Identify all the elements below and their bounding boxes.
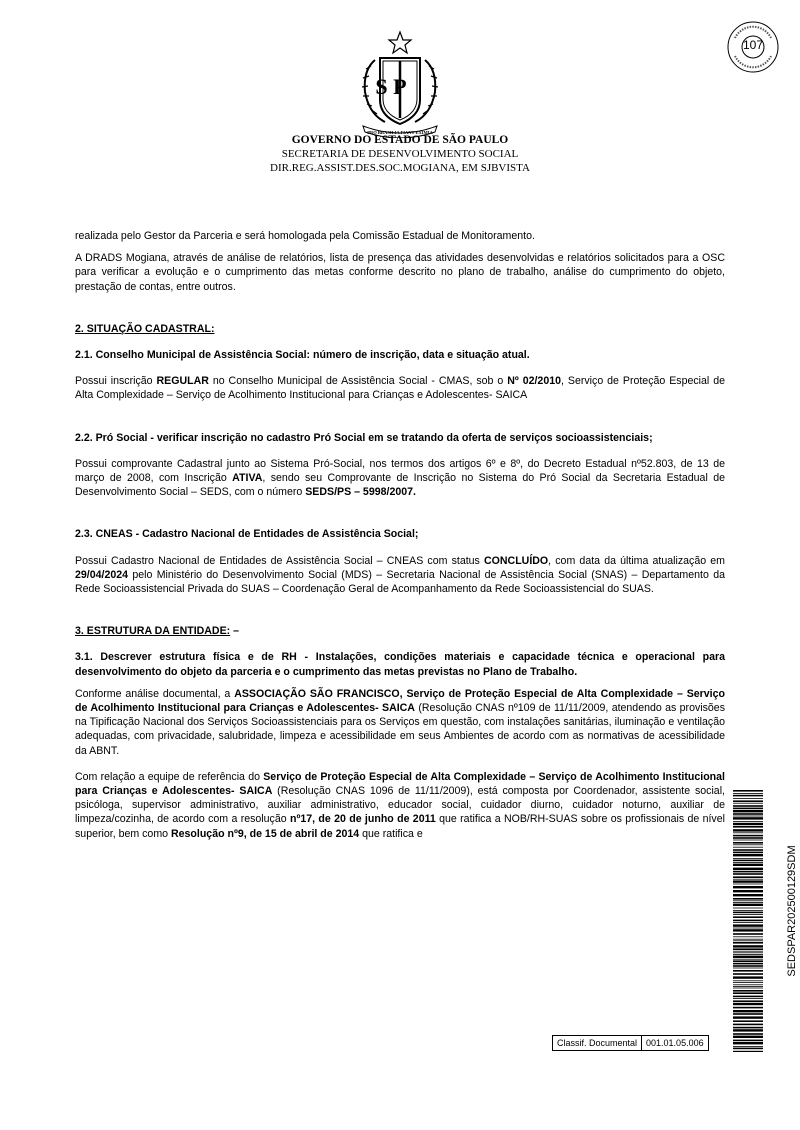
barcode-bar [733,1010,763,1012]
barcode-bar [733,939,763,940]
barcode-bar [733,832,763,833]
barcode-bar [733,847,763,848]
section-2-3-title: 2.3. CNEAS - Cadastro Nacional de Entidades de Assistência Social; [75,528,419,541]
barcode-bar [733,1042,763,1044]
header-secretariat: SECRETARIA DE DESENVOLVIMENTO SOCIAL [281,148,519,160]
barcode-bar [733,868,763,870]
barcode-bar [733,873,763,875]
barcode-bar [733,982,763,983]
barcode-bar [733,914,763,915]
barcode-bar [733,858,763,859]
section-3-1-team-text: Com relação a equipe de referência do Serviço de Proteção Especial de Alta Complexidade – Serviço de Acolhimento Institucional para Crianças e Adolescentes- SAICA (Resolução CNAS 1096 de 11/11/2009), está composta por Coordenador, assistente social, psicóloga, supervisor administrativo, auxiliar administrativo, educador social, cuidador diurno, cuidador noturno, auxiliar de limpeza/cozinha, de acordo com a resolução nº17, de 20 de junho de 2011 que ratifica a NOB/RH-SUAS sobre os profissionais de nível superior, bem como Resolução nº9, de 15 de abril de 2014 que ratifica e [75,770,725,840]
barcode-bar [733,954,763,955]
barcode-text: SEDSPAR202500129SDM [786,845,798,977]
paragraph-drads: A DRADS Mogiana, através de análise de relatórios, lista de presença das atividades desenvolvidas e relatórios solicitados para a OSC para verificar a evolução e o cumprimento das metas conforme descrito no plano de trabalho, análise do cumprimento do objeto, prestação de contas, entre outros. [75,252,725,293]
barcode-bar [733,1003,763,1005]
barcode-bar [733,808,763,810]
barcode-bar [733,842,763,844]
barcode-bar [733,1036,763,1038]
barcode-bar [733,928,763,929]
barcode-bar [733,942,763,944]
barcode-bar [733,984,763,985]
paragraph-intro: realizada pelo Gestor da Parceria e será homologada pela Comissão Estadual de Monitoramento. [75,230,535,242]
barcode-bar [733,1051,763,1052]
barcode-bar [733,871,763,873]
barcode-bar [733,862,763,863]
barcode-bar [733,840,763,841]
barcode-bar [733,790,763,792]
barcode-bar [733,904,763,906]
barcode-bar [733,986,763,987]
barcode-bar [733,1029,763,1031]
header-government-title: GOVERNO DO ESTADO DE SÃO PAULO [291,134,509,146]
barcode-bar [733,952,763,953]
barcode-bar [733,922,763,923]
barcode-bar [733,880,763,882]
barcode-bar [733,876,763,878]
barcode-bar [733,894,763,896]
barcode-bar [733,884,763,885]
barcode [733,790,763,1052]
barcode-bar [733,1033,763,1035]
barcode-bar [733,929,763,931]
barcode-bar [733,956,763,958]
barcode-bar [733,996,763,998]
barcode-bar [733,940,763,941]
barcode-bar [733,945,763,947]
barcode-bar [733,793,763,794]
barcode-bar [733,1016,763,1018]
document-body [75,229,725,841]
barcode-bar [733,817,763,819]
barcode-bar [733,860,763,862]
barcode-bar [733,992,763,994]
barcode-bar [733,1020,763,1022]
barcode-bar [733,924,763,926]
barcode-bar [733,970,763,972]
barcode-bar [733,1046,763,1047]
barcode-bar [733,826,763,828]
barcode-bar [733,980,763,981]
barcode-bar [733,844,763,845]
barcode-bar [733,805,763,807]
barcode-bar [733,908,763,909]
barcode-bar [733,849,763,851]
barcode-bar [733,1040,763,1042]
barcode-bar [733,910,763,911]
barcode-bar [733,898,763,900]
barcode-bar [733,998,763,999]
barcode-bar [733,803,763,804]
barcode-bar [733,933,763,935]
barcode-bar [733,795,763,797]
barcode-bar [733,990,763,992]
barcode-bar [733,823,763,825]
barcode-bar [733,968,763,969]
barcode-bar [733,890,763,892]
barcode-bar [733,965,763,967]
barcode-bar [733,821,763,822]
barcode-bar [733,988,763,989]
barcode-bar [733,816,763,817]
barcode-bar [733,813,763,815]
barcode-bar [733,936,763,937]
page-number: 107 [742,38,764,52]
barcode-bar [733,854,763,856]
section-2-1-text: Possui inscrição REGULAR no Conselho Municipal de Assistência Social - CMAS, sob o Nº 02/2010, Serviço de Proteção Especial de Alta Complexidade – Serviço de Acolhimento Institucional para Crianças e Adolescentes- SAICA [75,375,725,402]
barcode-bar [733,948,763,950]
barcode-bar [733,900,763,901]
document-classification [552,1035,709,1051]
barcode-bar [733,963,763,965]
barcode-bar [733,1048,763,1050]
crest-motto: PRO BRASILIA FIANT EXIMIA [367,130,433,135]
classification-code: 001.01.05.006 [641,1036,708,1050]
barcode-bar [733,1024,763,1026]
barcode-bar [733,829,763,831]
section-2-3-text: Possui Cadastro Nacional de Entidades de Assistência Social – CNEAS com status CONCLUÍDO, com data da última atualização em 29/04/2024 pelo Ministério do Desenvolvimento Social (MDS) – Secretaria Nacional de Assistência Social (SNAS) – Departamento da Rede Socioassistencial Privada do SUAS – Coordenação Geral de Acompanhamento da Rede Socioassistencial do SUAS. [75,554,725,596]
barcode-bar [733,959,763,960]
barcode-bar [733,1000,763,1002]
section-2-1-title: 2.1. Conselho Municipal de Assistência Social: número de inscrição, data e situação atual. [75,349,530,362]
barcode-bar [733,879,763,880]
section-2-title-text: 2. SITUAÇÃO CADASTRAL: [75,322,215,335]
barcode-bar [733,864,763,866]
coat-of-arms-logo [355,30,445,138]
barcode-bar [733,810,763,812]
classification-label: Classif. Documental [557,1038,638,1048]
section-3-title: 3. ESTRUTURA DA ENTIDADE: – [75,625,240,638]
barcode-bar [733,902,763,903]
barcode-bar [733,920,763,922]
barcode-bar [733,1027,763,1029]
barcode-bar [733,886,763,888]
barcode-bar [733,916,763,918]
section-2-2-text: Possui comprovante Cadastral junto ao Sistema Pró-Social, nos termos dos artigos 6º e 8º, do Decreto Estadual nº52.803, de 13 de março de 2008, com Inscrição ATIVA, sendo seu Comprovante de Inscrição no Sistema do Pró Social da Secretaria Estadual de Desenvolvimento Social – SEDS, com o número SEDS/PS – 5998/2007. [75,457,725,499]
barcode-bar [733,1007,763,1009]
barcode-bar [733,798,763,799]
header-directorate: DIR.REG.ASSIST.DES.SOC.MOGIANA, EM SJBVISTA [270,162,530,174]
section-3-1-text: Conforme análise documental, a ASSOCIAÇÃO SÃO FRANCISCO, Serviço de Proteção Especial de Alta Complexidade – Serviço de Acolhimento Institucional para Crianças e Adolescentes- SAICA (Resolução CNAS nº109 de 11/11/2009, atendendo as provisões na Tipificação Nacional dos Serviços Socioassistenciais para os Serviços em questão, com instalações sanitárias, iluminação e ventilação adequadas, com privacidade, salubridade, limpeza e acessibilidade em seus Ambientes de acordo com as normativas de acessibilidade da ABNT. [75,687,725,757]
barcode-bar [733,837,763,839]
section-2-2-title: 2.2. Pró Social - verificar inscrição no cadastro Pró Social em se tratando da oferta de serviços socioassistenciais; [75,431,653,444]
barcode-bar [733,973,763,975]
barcode-bar [733,960,763,962]
barcode-bar [733,852,763,854]
barcode-bar [733,912,763,914]
barcode-bar [733,976,763,978]
section-2-title [75,322,725,336]
barcode-bar [733,1013,763,1015]
barcode-bar [733,951,763,952]
section-3-1-title: 3.1. Descrever estrutura física e de RH - Instalações, condições materiais e capacidade técnica e operacional para desenvolvimento do objeto da parceria e o cumprimento das metas previstas no Plano de Trabalho. [75,651,725,678]
barcode-bar [733,835,763,837]
crest-letters: S P [375,74,407,99]
barcode-bar [733,800,763,802]
